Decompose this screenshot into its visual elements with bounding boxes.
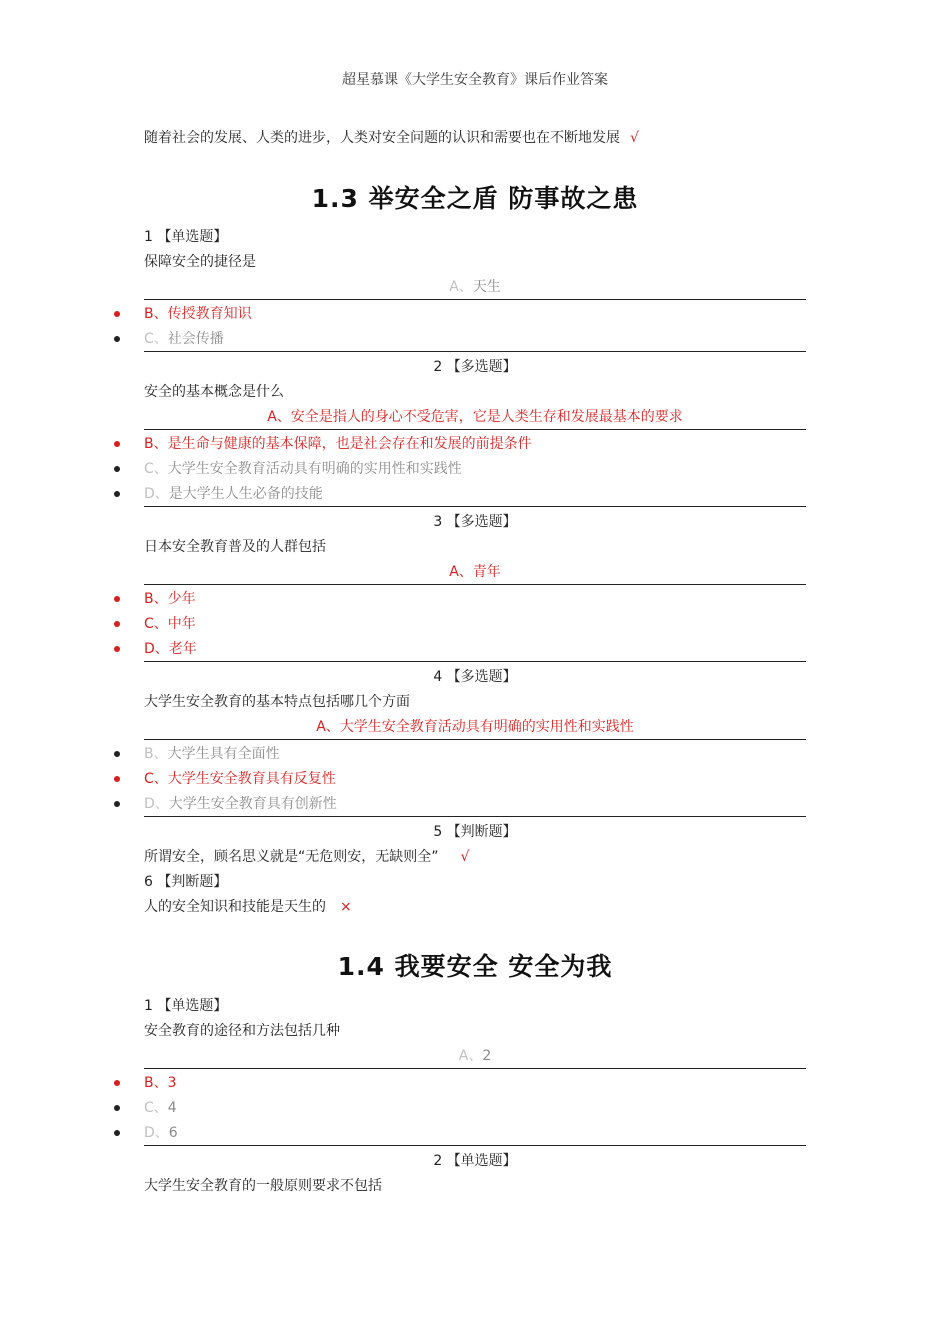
divider <box>144 739 806 740</box>
question-text: 大学生安全教育的一般原则要求不包括 <box>144 1178 382 1194</box>
option-d: D、大学生安全教育具有创新性 <box>144 796 337 812</box>
check-mark: √ <box>460 849 470 865</box>
option-d: D、是大学生人生必备的技能 <box>144 486 323 502</box>
option-a: A、2 <box>458 1048 492 1064</box>
option-c: C、大学生安全教育活动具有明确的实用性和实践性 <box>144 461 462 477</box>
page-header: 超星慕课《大学生安全教育》课后作业答案 <box>342 72 608 88</box>
option-b: B、大学生具有全面性 <box>144 746 280 762</box>
divider <box>144 429 806 430</box>
option-a-correct: A、大学生安全教育活动具有明确的实用性和实践性 <box>316 719 634 735</box>
question-label: 1 【单选题】 <box>144 229 228 245</box>
bullet-red <box>114 776 120 782</box>
question-label: 4 【多选题】 <box>433 669 517 685</box>
option-b-correct: B、少年 <box>144 591 196 607</box>
bullet <box>114 491 120 497</box>
true-false-statement <box>144 847 469 867</box>
option-c: C、社会传播 <box>144 331 224 347</box>
option-b-correct: B、传授教育知识 <box>144 306 252 322</box>
bullet <box>114 1105 120 1111</box>
section-title-1-4: 1.4 我要安全 安全为我 <box>337 952 613 981</box>
intro-text: 随着社会的发展、人类的进步，人类对安全问题的认识和需要也在不断地发展 <box>144 130 620 146</box>
bullet <box>114 801 120 807</box>
cross-mark: × <box>340 899 352 915</box>
question-label: 6 【判断题】 <box>144 874 228 890</box>
option-a-correct: A、安全是指人的身心不受危害，它是人类生存和发展最基本的要求 <box>267 409 683 425</box>
question-text: 大学生安全教育的基本特点包括哪几个方面 <box>144 694 410 710</box>
question-text: 安全教育的途径和方法包括几种 <box>144 1023 340 1039</box>
section-title-1-3: 1.3 举安全之盾 防事故之患 <box>311 184 639 213</box>
question-label: 5 【判断题】 <box>433 824 517 840</box>
divider <box>144 1145 806 1146</box>
intro-check-mark: √ <box>630 130 639 146</box>
option-c-correct: C、大学生安全教育具有反复性 <box>144 771 336 787</box>
true-false-statement <box>144 897 352 917</box>
bullet-red <box>114 441 120 447</box>
question-label: 3 【多选题】 <box>433 514 517 530</box>
question-label: 2 【单选题】 <box>433 1153 517 1169</box>
option-b-correct: B、3 <box>144 1075 177 1091</box>
bullet-red <box>114 596 120 602</box>
bullet <box>114 336 120 342</box>
question-text: 所谓安全，顾名思义就是“无危则安，无缺则全” <box>144 849 439 865</box>
question-text: 保障安全的捷径是 <box>144 254 256 270</box>
option-d: D、6 <box>144 1125 178 1141</box>
question-text: 人的安全知识和技能是天生的 <box>144 899 326 915</box>
option-a-correct: A、青年 <box>449 564 501 580</box>
question-text: 安全的基本概念是什么 <box>144 384 284 400</box>
option-b-correct: B、是生命与健康的基本保障，也是社会存在和发展的前提条件 <box>144 436 532 452</box>
bullet-red <box>114 1080 120 1086</box>
bullet-red <box>114 621 120 627</box>
bullet-red <box>114 311 120 317</box>
divider <box>144 661 806 662</box>
bullet <box>114 751 120 757</box>
bullet <box>114 466 120 472</box>
intro-statement <box>144 128 639 148</box>
bullet <box>114 1130 120 1136</box>
question-label: 2 【多选题】 <box>433 359 517 375</box>
divider <box>144 351 806 352</box>
option-c: C、4 <box>144 1100 177 1116</box>
divider <box>144 584 806 585</box>
divider <box>144 1068 806 1069</box>
divider <box>144 506 806 507</box>
divider <box>144 299 806 300</box>
bullet-red <box>114 646 120 652</box>
divider <box>144 816 806 817</box>
question-label: 1 【单选题】 <box>144 998 228 1014</box>
option-c-correct: C、中年 <box>144 616 196 632</box>
question-text: 日本安全教育普及的人群包括 <box>144 539 326 555</box>
option-a: A、天生 <box>449 279 501 295</box>
option-d-correct: D、老年 <box>144 641 197 657</box>
